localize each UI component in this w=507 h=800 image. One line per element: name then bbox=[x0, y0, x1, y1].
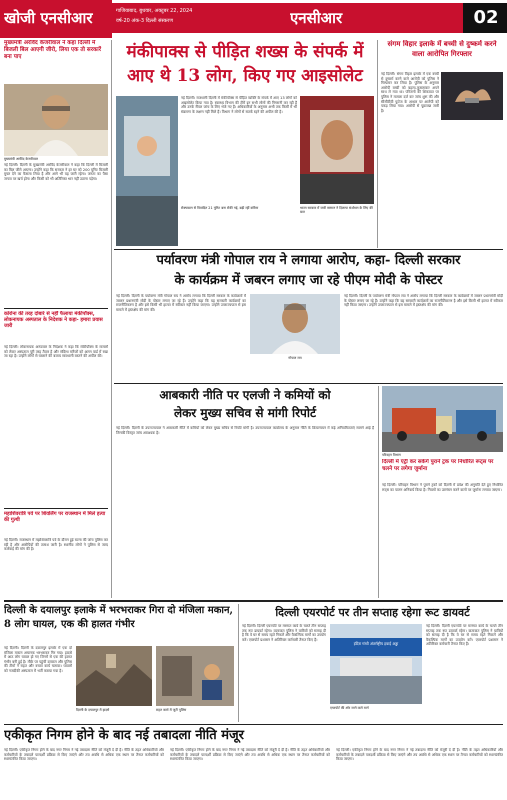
kejriwal-caption: मुख्यमंत्री अरविंद केजरीवाल bbox=[4, 157, 38, 161]
excise-headline-1: आबकारी नीति पर एलजी ने कमियों को bbox=[159, 388, 331, 402]
kejriwal-image bbox=[4, 84, 108, 156]
brand-name: खोजी एनसीआर bbox=[4, 9, 93, 27]
corona-headline: कोरोना की तरह दोबारे से नहीं फैलाया मंकीपॉक्स, लोकनायक अस्पताल के निदेशक ने कहा- हमारा प्रयास जारी bbox=[4, 311, 103, 330]
airport-body-2: नई दिल्ली। दिल्ली एयरपोर्ट पर मरम्मत कार्य के चलते तीन सप्ताह तक रूट डायवर्ट रहेगा। यातायात पुलिस ने यात्रियों को सलाह दी है कि वे घर से समय रहते निकलें और वैकल्पिक मार्गों का उपयोग करें। एयरपोर्ट प्रशासन ने अतिरिक्त कर्मचारी तैनात किए हैं। bbox=[426, 624, 503, 647]
left-column bbox=[4, 40, 108, 598]
dayalpur-photo-1 bbox=[76, 646, 152, 706]
excise-body: नई दिल्ली। दिल्ली के उपराज्यपाल ने आबकारी नीति में कमियों को लेकर मुख्य सचिव से रिपोर्ट मांगी है। उपराज्यपाल कार्यालय के अनुसार नीति के क्रियान्वयन में कई अनियमितताएं सामने आई हैं जिनकी विस्तृत जांच आवश्यक है। bbox=[116, 426, 374, 435]
lead-headline: मंकीपाक्स से पीड़ित शख्स के संपर्क में आए थे 13 लोग, किए गए आइसोलेट bbox=[126, 42, 364, 86]
mcd-body: नई दिल्ली। एकीकृत निगम होने के बाद नगर निगम ने नई तबादला नीति को मंजूरी दे दी है। नीति के तहत अधिकारियों और कर्मचारियों के तबादले पारदर्शी प्रक्रिया से किए जाएंगे और तय अवधि से अधिक एक स्थान पर तैनात कर्मचारियों को स्थानांतरित किया जाएगा। bbox=[4, 748, 164, 762]
sangam-image bbox=[441, 72, 503, 120]
excise-trucks-separator bbox=[378, 386, 379, 598]
section-title: एनसीआर bbox=[290, 9, 343, 27]
dayalpur-body: नई दिल्ली। दिल्ली के दयालपुर इलाके में एक दो मंजिला मकान अचानक भरभराकर गिर गया। हादसे में आठ लोग घायल हो गए जिनमें से एक की हालत गंभीर बनी हुई है। मौके पर पहुंची दमकल और पुलिस की टीमों ने राहत और बचाव कार्य चलाया। घायलों को नजदीकी अस्पताल में भर्ती कराया गया है। bbox=[4, 646, 72, 673]
dayalpur-image-2 bbox=[156, 646, 234, 706]
mahashivratri-body: नई दिल्ली। राजस्थान में महाशिवरात्रि पर्व के दौरान हुई घटना की जांच पुलिस कर रही है और आरोपियों की तलाश जारी है। स्थानीय लोगों ने पुलिस से जल्द कार्रवाई की मांग की है। bbox=[4, 538, 108, 552]
excise-top-rule bbox=[114, 383, 503, 384]
lead-photo-1 bbox=[116, 96, 178, 246]
trucks-body: नई दिल्ली। परिवहन विभाग ने पुराने ट्रकों को दिल्ली में प्रवेश की अनुमति देते हुए निर्धारित रूट्स का पालन अनिवार्य किया है। नियमों का उल्लंघन करने वालों पर जुर्माना लगाया जाएगा। bbox=[382, 483, 503, 492]
mcd-top-rule bbox=[4, 724, 503, 725]
dayalpur-image-1 bbox=[76, 646, 152, 706]
lead-photo-2 bbox=[300, 96, 374, 204]
gopal-image bbox=[250, 294, 340, 354]
gopal-headline-1: पर्यावरण मंत्री गोपाल राय ने लगाया आरोप, कहा- दिल्ली सरकार bbox=[156, 253, 461, 268]
kejriwal-photo bbox=[4, 84, 108, 156]
excise-headline-2: लेकर मुख्य सचिव से मांगी रिपोर्ट bbox=[173, 406, 317, 420]
airport-image bbox=[330, 624, 422, 704]
corona-body: नई दिल्ली। लोकनायक अस्पताल के निदेशक ने कहा कि मंकीपॉक्स के मामलों को लेकर अस्पताल पूरी तरह तैयार है और संदिग्ध मरीजों को अलग वार्ड में रखा जा रहा है। उन्होंने लोगों से घबराने की बजाय सावधानी बरतने की अपील की। bbox=[4, 345, 108, 359]
left-divider-2 bbox=[4, 508, 108, 509]
mahashivratri-headline: महाशिवरात्रि पर्व पर शिवलिंग पर राजस्थान में मिले हत्या की गुत्थी bbox=[4, 511, 106, 524]
kejriwal-body: नई दिल्ली। दिल्ली के मुख्यमंत्री अरविंद केजरीवाल ने कहा कि दिल्ली में बिजली का बिल जीरो आएगा। उन्होंने कहा कि सरकार ने हर घर को 200 यूनिट बिजली मुफ्त देने का फैसला लिया है और आगे भी यह जारी रहेगा। जनता का पैसा जनता पर खर्च होगा और किसी को भी अतिरिक्त भार नहीं उठाना पड़ेगा। bbox=[4, 163, 108, 181]
trucks-headline: दिल्ली में एंट्री कर सकेंगे पुराने ट्रक पर निर्धारित रूट्स पर चलने पर लगेगा जुर्माना bbox=[382, 459, 494, 472]
mcd-body-2: नई दिल्ली। एकीकृत निगम होने के बाद नगर निगम ने नई तबादला नीति को मंजूरी दे दी है। नीति के तहत अधिकारियों और कर्मचारियों के तबादले पारदर्शी प्रक्रिया से किए जाएंगे और तय अवधि से अधिक एक स्थान पर तैनात कर्मचारियों को स्थानांतरित किया जाएगा। bbox=[170, 748, 330, 762]
masthead bbox=[0, 0, 507, 38]
gopal-photo bbox=[250, 294, 340, 354]
sangam-photo bbox=[441, 72, 503, 120]
gopal-headline-2: के कार्यक्रम में जबरन लगाए जा रहे पीएम मोदी के पोस्टर bbox=[174, 273, 443, 288]
mcd-headline: एकीकृत निगम होने के बाद नई तबादला नीति मंजूर bbox=[4, 728, 244, 743]
date-line: गाजियाबाद, बुधवार, अक्टूबर 22, 2024 bbox=[116, 8, 193, 14]
lead-body: नई दिल्ली। राजधानी दिल्ली में मंकीपॉक्स से पीड़ित व्यक्ति के संपर्क में आए 13 लोगों को आइसोलेट किया गया है। स्वास्थ्य विभाग की टीमें इन सभी लोगों की निगरानी कर रही हैं और उनके सैंपल जांच के लिए भेजे गए हैं। अधिकारियों के अनुसार अभी तक किसी में भी संक्रमण के लक्षण नहीं मिले हैं। विभाग ने लोगों से सतर्क रहने की अपील की है। bbox=[181, 96, 297, 114]
gopal-body-2: नई दिल्ली। दिल्ली के पर्यावरण मंत्री गोपाल राय ने आरोप लगाया कि दिल्ली सरकार के कार्यक्रमों में जबरन प्रधानमंत्री मोदी के पोस्टर लगाए जा रहे हैं। उन्होंने कहा कि यह सरकारी कार्यक्रमों का राजनीतिकरण है और इसे किसी भी हालत में स्वीकार नहीं किया जाएगा। उन्होंने उपराज्यपाल से इस मामले में हस्तक्षेप की मांग की। bbox=[344, 294, 503, 308]
trucks-caption: परिवहन विभाग bbox=[382, 453, 401, 457]
lead-caption-1: रोक्याबाग से विवादित 21 यूनिट बना रोकी गई, बढ़ी रहीं कोरेमा bbox=[181, 206, 259, 210]
trucks-photo bbox=[382, 386, 503, 452]
bottom-band-rule bbox=[4, 600, 503, 602]
lead-sangam-separator bbox=[377, 40, 378, 248]
kejriwal-headline: मुख्यमंत्री अरविंद केजरीवाल ने कहा दिल्ली में बिजली बिल आएगी जीरो, लिया एक तो सरकारें बना पाए bbox=[4, 40, 102, 60]
dayalpur-airport-separator bbox=[238, 604, 239, 722]
dayalpur-photo-2 bbox=[156, 646, 234, 706]
page-number: 02 bbox=[473, 7, 499, 28]
sangam-body: नई दिल्ली। संगम विहार इलाके में एक बच्ची से दुष्कर्म करने वाले आरोपी को पुलिस ने गिरफ्तार कर लिया है। पुलिस के अनुसार आरोपी बच्ची को बहला-फुसलाकर अपने साथ ले गया था। परिजनों की शिकायत पर पुलिस ने मामला दर्ज कर जांच शुरू की और सीसीटीवी फुटेज के आधार पर आरोपी को पकड़ लिया गया। आरोपी से पूछताछ जारी है। bbox=[381, 72, 439, 113]
mcd-body-3: नई दिल्ली। एकीकृत निगम होने के बाद नगर निगम ने नई तबादला नीति को मंजूरी दे दी है। नीति के तहत अधिकारियों और कर्मचारियों के तबादले पारदर्शी प्रक्रिया से किए जाएंगे और तय अवधि से अधिक एक स्थान पर तैनात कर्मचारियों को स्थानांतरित किया जाएगा। bbox=[336, 748, 503, 762]
left-column-separator bbox=[111, 40, 112, 598]
airport-sign-text: इंदिरा गांधी अंतर्राष्ट्रीय हवाई अड्डा bbox=[353, 641, 399, 646]
airport-body: नई दिल्ली। दिल्ली एयरपोर्ट पर मरम्मत कार्य के चलते तीन सप्ताह तक रूट डायवर्ट रहेगा। यातायात पुलिस ने यात्रियों को सलाह दी है कि वे घर से समय रहते निकलें और वैकल्पिक मार्गों का उपयोग करें। एयरपोर्ट प्रशासन ने अतिरिक्त कर्मचारी तैनात किए हैं। bbox=[242, 624, 326, 642]
airport-photo bbox=[330, 624, 422, 704]
gopal-body: नई दिल्ली। दिल्ली के पर्यावरण मंत्री गोपाल राय ने आरोप लगाया कि दिल्ली सरकार के कार्यक्रमों में जबरन प्रधानमंत्री मोदी के पोस्टर लगाए जा रहे हैं। उन्होंने कहा कि यह सरकारी कार्यक्रमों का राजनीतिकरण है और इसे किसी भी हालत में स्वीकार नहीं किया जाएगा। उन्होंने उपराज्यपाल से इस मामले में हस्तक्षेप की मांग की। bbox=[116, 294, 246, 312]
lead-image-1 bbox=[116, 96, 178, 246]
gopal-caption: गोपाल राय bbox=[288, 356, 302, 360]
trucks-image bbox=[382, 386, 503, 452]
dayalpur-caption-1: दिल्ली के दयालपुर में हादसे bbox=[76, 708, 110, 712]
lead-image-2 bbox=[300, 96, 374, 204]
meta-line: वर्ष-20 अंक-3 दिल्ली संस्करण bbox=[116, 18, 173, 24]
left-divider-1 bbox=[4, 308, 108, 309]
airport-headline: दिल्ली एयरपोर्ट पर तीन सप्ताह रहेगा रूट डायवर्ट bbox=[275, 606, 470, 619]
dayalpur-headline: दिल्ली के दयालपुर इलाके में भरभराकर गिरा दो मंजिला मकान, 8 लोग घायल, एक की हालत गंभीर bbox=[4, 605, 234, 630]
sangam-headline: संगम विहार इलाके में बच्ची से दुष्कर्म करने वाला आरोपित गिरफ्तार bbox=[387, 40, 497, 58]
gopal-top-rule bbox=[114, 249, 503, 250]
airport-caption: एयरपोर्ट की ओर जाने वाले मार्ग bbox=[330, 706, 369, 710]
dayalpur-caption-2: राहत कार्य में जुटी पुलिस bbox=[156, 708, 187, 712]
lead-caption-2: भारत सरकार में जारी सम्मान ने दिलाया संशोधन के लिए की बात bbox=[300, 206, 373, 215]
